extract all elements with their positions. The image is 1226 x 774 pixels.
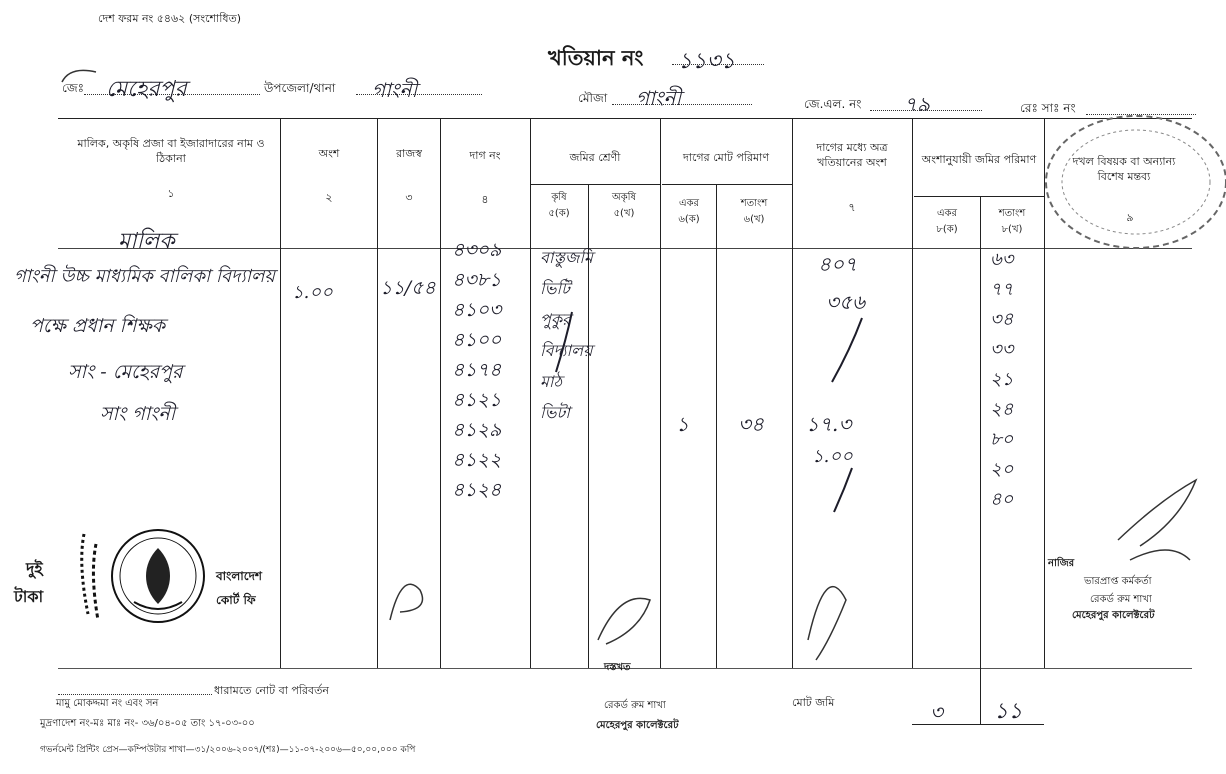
- total-land-acre: ৩: [930, 700, 944, 724]
- col-landclass-header: জমির শ্রেণী: [569, 151, 621, 164]
- portion-4: ১.০০: [812, 446, 853, 467]
- land-class-item: পুকুর: [540, 310, 571, 329]
- col-landclass-sub-a: কৃষি: [551, 192, 567, 203]
- right-seal-line-4: মেহেরপুর কালেক্টরেট: [1072, 610, 1155, 621]
- land-qty-item: ২১: [990, 369, 1014, 390]
- land-qty-item: ৩৪: [990, 309, 1014, 330]
- jl-value: ৭৯: [904, 92, 930, 116]
- col-dag-num: ৪: [481, 193, 489, 206]
- print-order: মুদ্রণাদেশ নং-মঃ মাঃ নং- ৩৬/০৪-০৫ তাং ১৭-০৩-০০: [40, 718, 255, 729]
- col-remarks-header: দখল বিষয়ক বা অন্যান্য বিশেষ মন্তব্য: [1072, 155, 1176, 183]
- owner-line-3: সাং - মেহেরপুর: [68, 361, 183, 383]
- owner-line-4: সাং গাংনী: [100, 403, 176, 425]
- reg-label: রেঃ সাঃ নং: [1020, 101, 1076, 115]
- district-value: মেহেরপুর: [106, 77, 187, 102]
- land-class-item: বাস্তুজমি: [540, 248, 593, 267]
- center-seal-line-3: মেহেরপুর কালেক্টরেট: [596, 720, 679, 731]
- dag-number: ৪১২৪: [452, 479, 502, 501]
- col-landclass-sub-a-num: ৫(ক): [548, 208, 570, 219]
- dag-number: ৪১৭৪: [452, 359, 502, 381]
- col-qty-header: অংশানুযায়ী জমির পরিমাণ: [921, 153, 1037, 166]
- land-class-item: মাঠ: [540, 372, 563, 391]
- share-value: ১.০০: [292, 282, 333, 303]
- col-qty-sub-a-num: ৮(ক): [936, 224, 958, 235]
- owner-line-1: গাংনী উচ্চ মাধ্যমিক বালিকা বিদ্যালয়: [14, 266, 275, 287]
- right-seal-line-1: নাজির: [1048, 558, 1075, 569]
- land-class-item: বিদ্যালয়: [540, 341, 593, 360]
- dag-number: ৪১২৯: [452, 419, 502, 441]
- dag-number: ৪১২২: [452, 449, 502, 471]
- mouza-value: গাংনী: [636, 86, 682, 110]
- col-qty-sub-a: একর: [936, 208, 958, 219]
- mouza-label: মৌজা: [578, 91, 608, 105]
- col-landclass-sub-b: অকৃষি: [611, 192, 637, 203]
- stamp-emblem-icon: [64, 524, 214, 624]
- dag-number: ৪১০৩: [452, 299, 502, 321]
- owner-line-2: পক্ষে প্রধান শিক্ষক: [30, 315, 166, 337]
- portion-1: ৪০৭: [818, 252, 857, 276]
- portion-2: ৩৫৬: [826, 290, 865, 314]
- land-class-item: ভিটা: [540, 403, 570, 422]
- land-qty-item: ৪০: [990, 489, 1014, 510]
- revenue-value: ১১/৫৪: [380, 277, 436, 299]
- stamp-currency: টাকা: [14, 587, 44, 606]
- dag-number: ৪১২১: [452, 389, 502, 411]
- upazila-value: গাংনী: [372, 78, 418, 102]
- land-qty-item: ২৪: [990, 399, 1014, 420]
- col-totalarea-sub-a-num: ৬(ক): [678, 214, 700, 225]
- col-share-header: অংশ: [318, 147, 340, 160]
- dag-number: ৪১০০: [452, 329, 502, 351]
- land-qty-item: ৮০: [990, 429, 1014, 450]
- dag-number: ৪৩০৯: [452, 239, 502, 261]
- land-qty-item: ৩৩: [990, 339, 1014, 360]
- land-qty-item: ৭৭: [990, 279, 1014, 300]
- stamp-value-word: দুই: [26, 559, 43, 578]
- case-label: মামু মোকদ্দমা নং এবং সন: [56, 698, 159, 709]
- total-area-shotangsho: ৩৪: [738, 412, 764, 436]
- col-remarks-num: ৯: [1126, 211, 1134, 224]
- form-number: দেশ ফরম নং ৫৪৬২ (সংশোধিত): [98, 12, 242, 25]
- col-share-num: ২: [325, 191, 333, 204]
- col-owner-header: মালিক, অকৃষি প্রজা বা ইজারাদারের নাম ও ঠিকানা: [77, 137, 265, 165]
- land-class-item: ভিটি: [540, 279, 570, 298]
- col-qty-sub-b-num: ৮(খ): [1001, 224, 1023, 235]
- land-qty-item: ২০: [990, 459, 1014, 480]
- press-line: গভর্নমেন্ট প্রিন্টিং প্রেস—কম্পিউটার শাখা—৩১/২০০৬-২০০৭/(শঃ)—১১-০৭-২০০৬—৫০,০০,০০০ কপি: [40, 745, 416, 755]
- col-totalarea-sub-a: একর: [678, 198, 700, 209]
- col-portion-header: দাগের মধ্যে অত্র খতিয়ানের অংশ: [816, 141, 888, 169]
- center-seal-line-1: দস্তখত: [604, 662, 631, 673]
- jl-label: জে.এল. নং: [804, 97, 862, 111]
- total-land-shotangsho: ১১: [994, 699, 1023, 724]
- portion-3: ১৭.৩: [806, 412, 852, 436]
- owner-heading: মালিক: [118, 229, 175, 254]
- right-seal-line-2: ভারপ্রাপ্ত কর্মকর্তা: [1084, 576, 1152, 587]
- change-label: ধারামতে নোট বা পরিবর্তন: [214, 684, 329, 697]
- total-area-acre: ১: [676, 412, 689, 436]
- stamp-fee: কোর্ট ফি: [216, 593, 256, 607]
- col-dag-header: দাগ নং: [469, 149, 501, 162]
- col-totalarea-header: দাগের মোট পরিমাণ: [682, 151, 769, 164]
- col-revenue-num: ৩: [405, 191, 413, 204]
- col-revenue-header: রাজস্ব: [396, 147, 422, 160]
- office-seal-icon: [1040, 112, 1226, 252]
- right-seal-line-3: রেকর্ড রুম শাখা: [1090, 594, 1152, 605]
- col-totalarea-sub-b-num: ৬(খ): [743, 214, 765, 225]
- dag-number: ৪৩৮১: [452, 269, 502, 291]
- stamp-country: বাংলাদেশ: [216, 569, 262, 583]
- land-qty-item: ৬৩: [990, 249, 1014, 270]
- col-owner-num: ১: [167, 187, 175, 200]
- upazila-label: উপজেলা/থানা: [264, 81, 336, 95]
- khatian-title: খতিয়ান নং: [548, 46, 644, 70]
- col-portion-num: ৭: [848, 201, 856, 214]
- col-qty-sub-b: শতাংশ: [998, 208, 1026, 219]
- col-landclass-sub-b-num: ৫(খ): [613, 208, 635, 219]
- col-totalarea-sub-b: শতাংশ: [740, 198, 768, 209]
- center-seal-line-2: রেকর্ড রুম শাখা: [604, 700, 666, 711]
- district-label: জেঃ: [62, 81, 85, 95]
- total-land-label: মোট জমি: [792, 696, 835, 709]
- khatian-number: ১১৩১: [678, 49, 736, 74]
